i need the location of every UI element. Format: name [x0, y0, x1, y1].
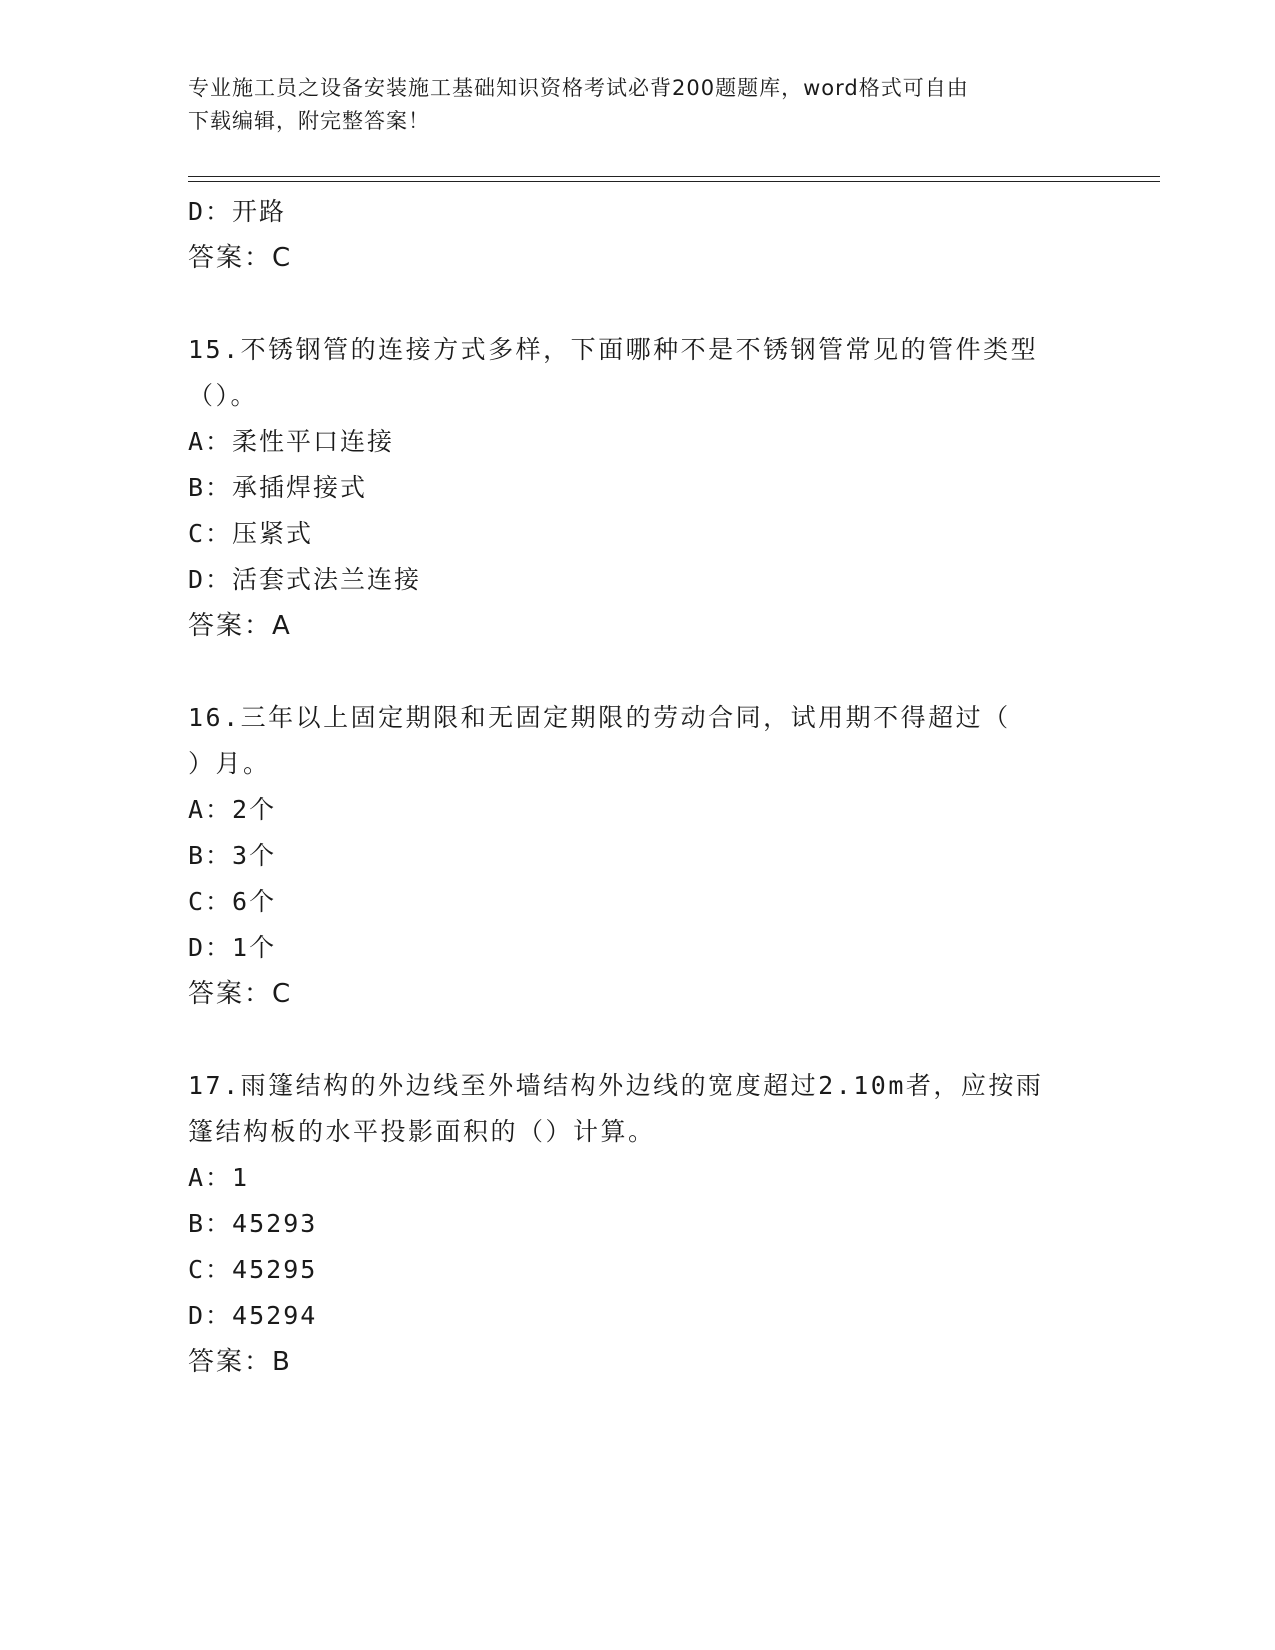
question-text: 17.雨篷结构的外边线至外墙结构外边线的宽度超过2.10m者，应按雨 — [188, 1071, 1044, 1100]
answer-line: 答案：A — [188, 611, 292, 641]
question-16 — [188, 695, 1088, 1017]
header-line-2: 下载编辑，附完整答案！ — [188, 109, 430, 133]
option-c: C：压紧式 — [188, 519, 314, 548]
option-d: D：45294 — [188, 1301, 318, 1330]
question-17 — [188, 1063, 1088, 1385]
question-text-continued: 篷结构板的水平投影面积的（）计算。 — [188, 1117, 656, 1146]
option-d: D：活套式法兰连接 — [188, 565, 422, 594]
question-text-continued: （）。 — [188, 381, 259, 410]
spacer — [188, 649, 1088, 695]
spacer — [188, 281, 1088, 327]
option-a: A：2个 — [188, 795, 277, 824]
spacer — [188, 1017, 1088, 1063]
header-line-1: 专业施工员之设备安装施工基础知识资格考试必背200题题库，word格式可自由 — [188, 76, 969, 100]
option-a: A：柔性平口连接 — [188, 427, 395, 456]
header-divider-bottom — [188, 181, 1160, 182]
answer-line: 答案：C — [188, 979, 293, 1009]
question-text-continued: ）月。 — [188, 749, 271, 778]
option-b: B：3个 — [188, 841, 277, 870]
question-text: 15.不锈钢管的连接方式多样，下面哪种不是不锈钢管常见的管件类型 — [188, 335, 1039, 364]
option-b: B：45293 — [188, 1209, 318, 1238]
document-header — [188, 72, 1088, 138]
option-d: D：开路 — [188, 197, 287, 226]
question-text: 16.三年以上固定期限和无固定期限的劳动合同，试用期不得超过（ — [188, 703, 1011, 732]
question-15 — [188, 327, 1088, 649]
header-divider-top — [188, 176, 1160, 177]
option-b: B：承插焊接式 — [188, 473, 368, 502]
option-a: A：1 — [188, 1163, 250, 1192]
option-c: C：6个 — [188, 887, 277, 916]
option-c: C：45295 — [188, 1255, 318, 1284]
option-d: D：1个 — [188, 933, 277, 962]
answer-line: 答案：C — [188, 243, 293, 273]
question-content — [188, 189, 1088, 1385]
answer-line: 答案：B — [188, 1347, 292, 1377]
